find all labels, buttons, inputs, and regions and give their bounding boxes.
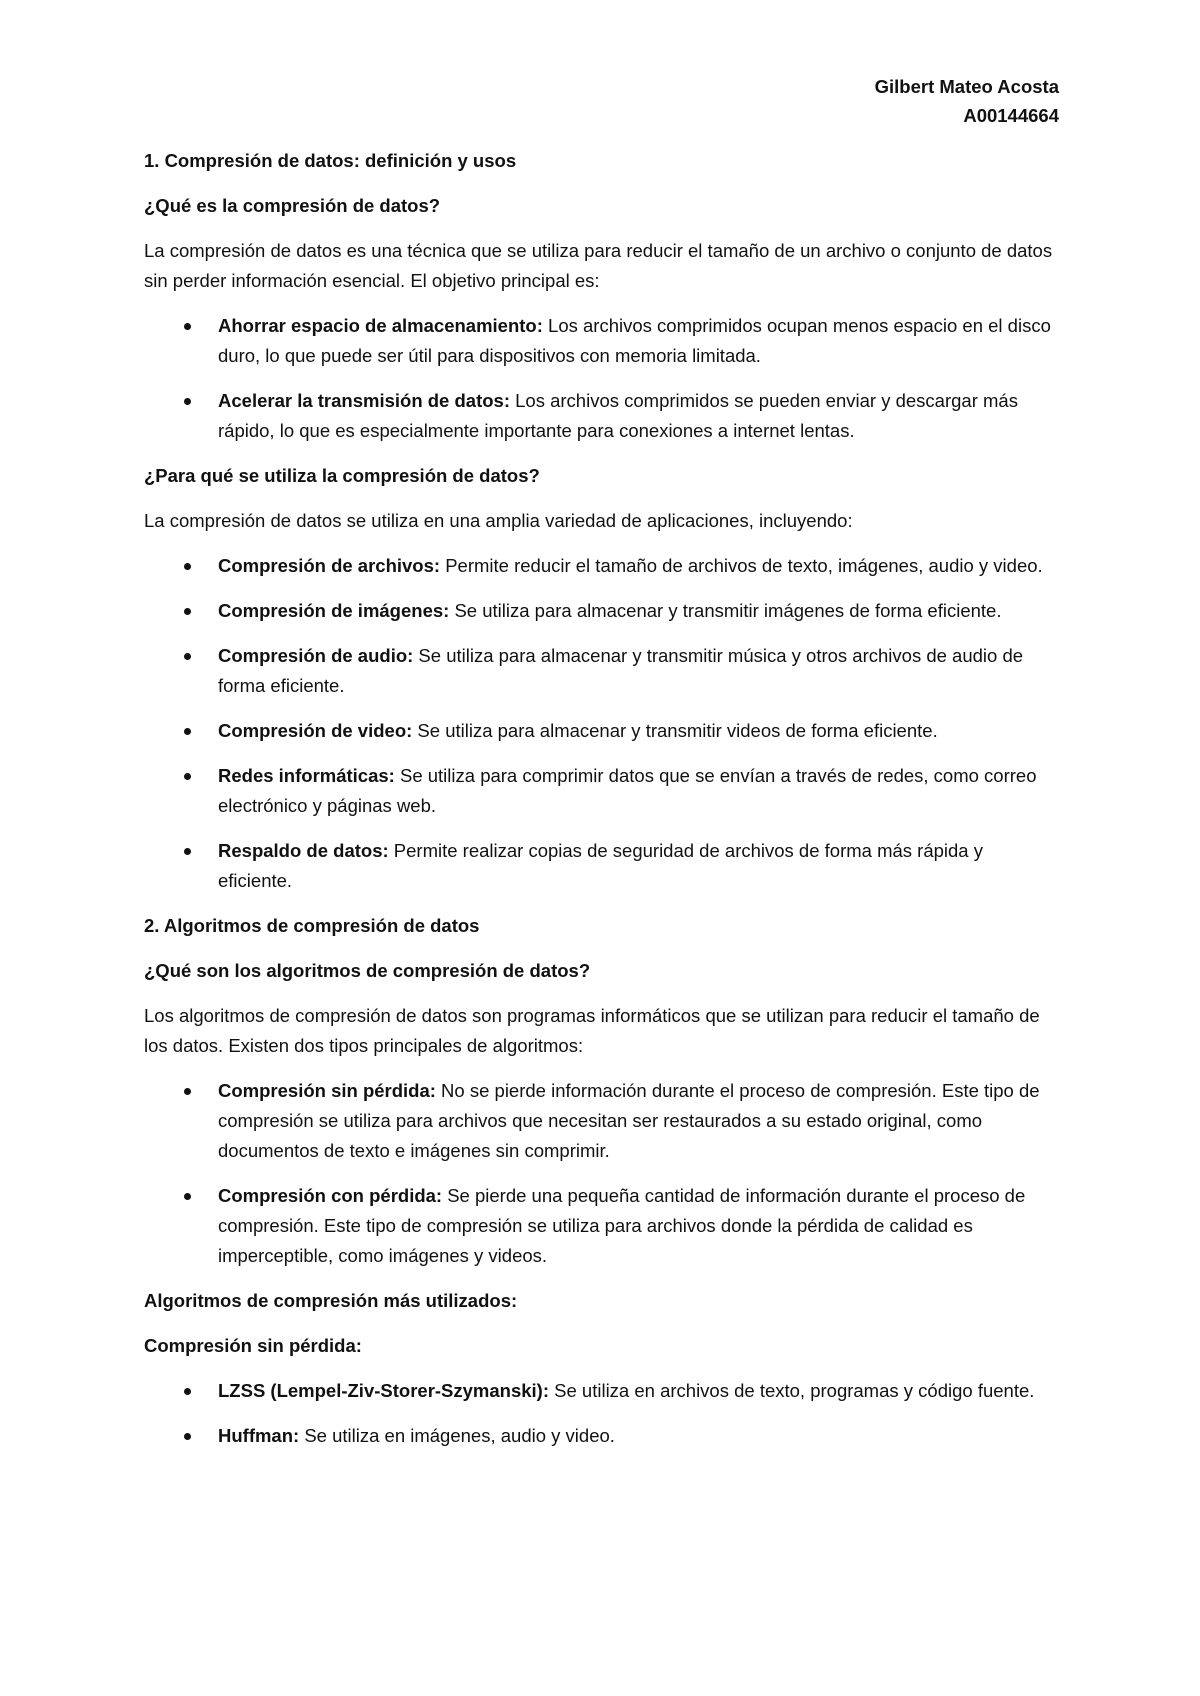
list-item <box>144 1181 1059 1271</box>
list-item <box>144 716 1059 746</box>
list-item-term: Huffman: <box>218 1425 300 1446</box>
bullet-icon <box>184 563 191 570</box>
author-block <box>144 72 1059 130</box>
list-item-term: Respaldo de datos: <box>218 840 389 861</box>
list-item <box>144 761 1059 821</box>
bullet-icon <box>184 323 191 330</box>
lossless-heading: Compresión sin pérdida: <box>144 1335 362 1356</box>
list-item-text: Se utiliza en archivos de texto, programas y código fuente. <box>549 1380 1035 1401</box>
list-item-text: Se pierde una pequeña cantidad de información durante el proceso de compresión. Este tipo de compresión se utiliza para archivos donde la pérdida de calidad es imperceptible, como imágenes y videos. <box>218 1185 1026 1266</box>
objectives-list <box>144 311 1059 446</box>
list-item <box>144 551 1059 581</box>
bullet-icon <box>184 1193 191 1200</box>
section-2-title: 2. Algoritmos de compresión de datos <box>144 915 480 936</box>
document-body <box>144 72 1059 1466</box>
bullet-icon <box>184 608 191 615</box>
list-item-term: Compresión de audio: <box>218 645 414 666</box>
list-item-text: Permite reducir el tamaño de archivos de texto, imágenes, audio y video. <box>440 555 1043 576</box>
list-item-term: Acelerar la transmisión de datos: <box>218 390 510 411</box>
list-item-term: Compresión con pérdida: <box>218 1185 443 1206</box>
list-item-text: Se utiliza para comprimir datos que se envían a través de redes, como correo electrónico y páginas web. <box>218 765 1037 816</box>
list-item-term: Compresión sin pérdida: <box>218 1080 436 1101</box>
list-item <box>144 596 1059 626</box>
section-2-intro: Los algoritmos de compresión de datos son programas informáticos que se utilizan para reducir el tamaño de los datos. Existen dos tipos principales de algoritmos: <box>144 1005 1040 1056</box>
section-1-question-2: ¿Para qué se utiliza la compresión de datos? <box>144 465 540 486</box>
list-item-text: No se pierde información durante el proceso de compresión. Este tipo de compresión se utiliza para archivos que necesitan ser restaurados a su estado original, como documentos de texto e imágenes sin comprimir. <box>218 1080 1040 1161</box>
list-item-text: Se utiliza para almacenar y transmitir música y otros archivos de audio de forma eficiente. <box>218 645 1024 696</box>
list-item-text: Se utiliza para almacenar y transmitir imágenes de forma eficiente. <box>449 600 1002 621</box>
list-item <box>144 1421 1059 1451</box>
list-item-text: Los archivos comprimidos se pueden enviar y descargar más rápido, lo que es especialmente importante para conexiones a internet lentas. <box>218 390 1018 441</box>
section-1-intro: La compresión de datos es una técnica que se utiliza para reducir el tamaño de un archivo o conjunto de datos sin perder información esencial. El objetivo principal es: <box>144 240 1053 291</box>
bullet-icon <box>184 398 191 405</box>
list-item-term: Compresión de video: <box>218 720 413 741</box>
section-1-title: 1. Compresión de datos: definición y usos <box>144 150 517 171</box>
list-item-term: Redes informáticas: <box>218 765 395 786</box>
list-item-text: Los archivos comprimidos ocupan menos espacio en el disco duro, lo que puede ser útil para dispositivos con memoria limitada. <box>218 315 1051 366</box>
most-used-heading: Algoritmos de compresión más utilizados: <box>144 1290 518 1311</box>
list-item-term: LZSS (Lempel-Ziv-Storer-Szymanski): <box>218 1380 550 1401</box>
bullet-icon <box>184 848 191 855</box>
author-name: Gilbert Mateo Acosta <box>874 76 1059 97</box>
bullet-icon <box>184 1433 191 1440</box>
section-2-question-1: ¿Qué son los algoritmos de compresión de datos? <box>144 960 591 981</box>
algorithm-types-list <box>144 1076 1059 1271</box>
list-item-text: Se utiliza en imágenes, audio y video. <box>299 1425 615 1446</box>
bullet-icon <box>184 653 191 660</box>
list-item-term: Ahorrar espacio de almacenamiento: <box>218 315 543 336</box>
list-item-text: Se utiliza para almacenar y transmitir videos de forma eficiente. <box>412 720 938 741</box>
uses-list <box>144 551 1059 896</box>
list-item <box>144 836 1059 896</box>
author-id: A00144664 <box>963 105 1059 126</box>
section-1-uses-intro: La compresión de datos se utiliza en una amplia variedad de aplicaciones, incluyendo: <box>144 510 853 531</box>
list-item <box>144 311 1059 371</box>
bullet-icon <box>184 1088 191 1095</box>
lossless-algorithms-list <box>144 1376 1059 1451</box>
list-item <box>144 386 1059 446</box>
list-item <box>144 1376 1059 1406</box>
list-item-term: Compresión de imágenes: <box>218 600 450 621</box>
list-item <box>144 641 1059 701</box>
bullet-icon <box>184 728 191 735</box>
list-item-term: Compresión de archivos: <box>218 555 441 576</box>
list-item-text: Permite realizar copias de seguridad de archivos de forma más rápida y eficiente. <box>218 840 983 891</box>
list-item <box>144 1076 1059 1166</box>
bullet-icon <box>184 1388 191 1395</box>
bullet-icon <box>184 773 191 780</box>
section-1-question-1: ¿Qué es la compresión de datos? <box>144 195 441 216</box>
